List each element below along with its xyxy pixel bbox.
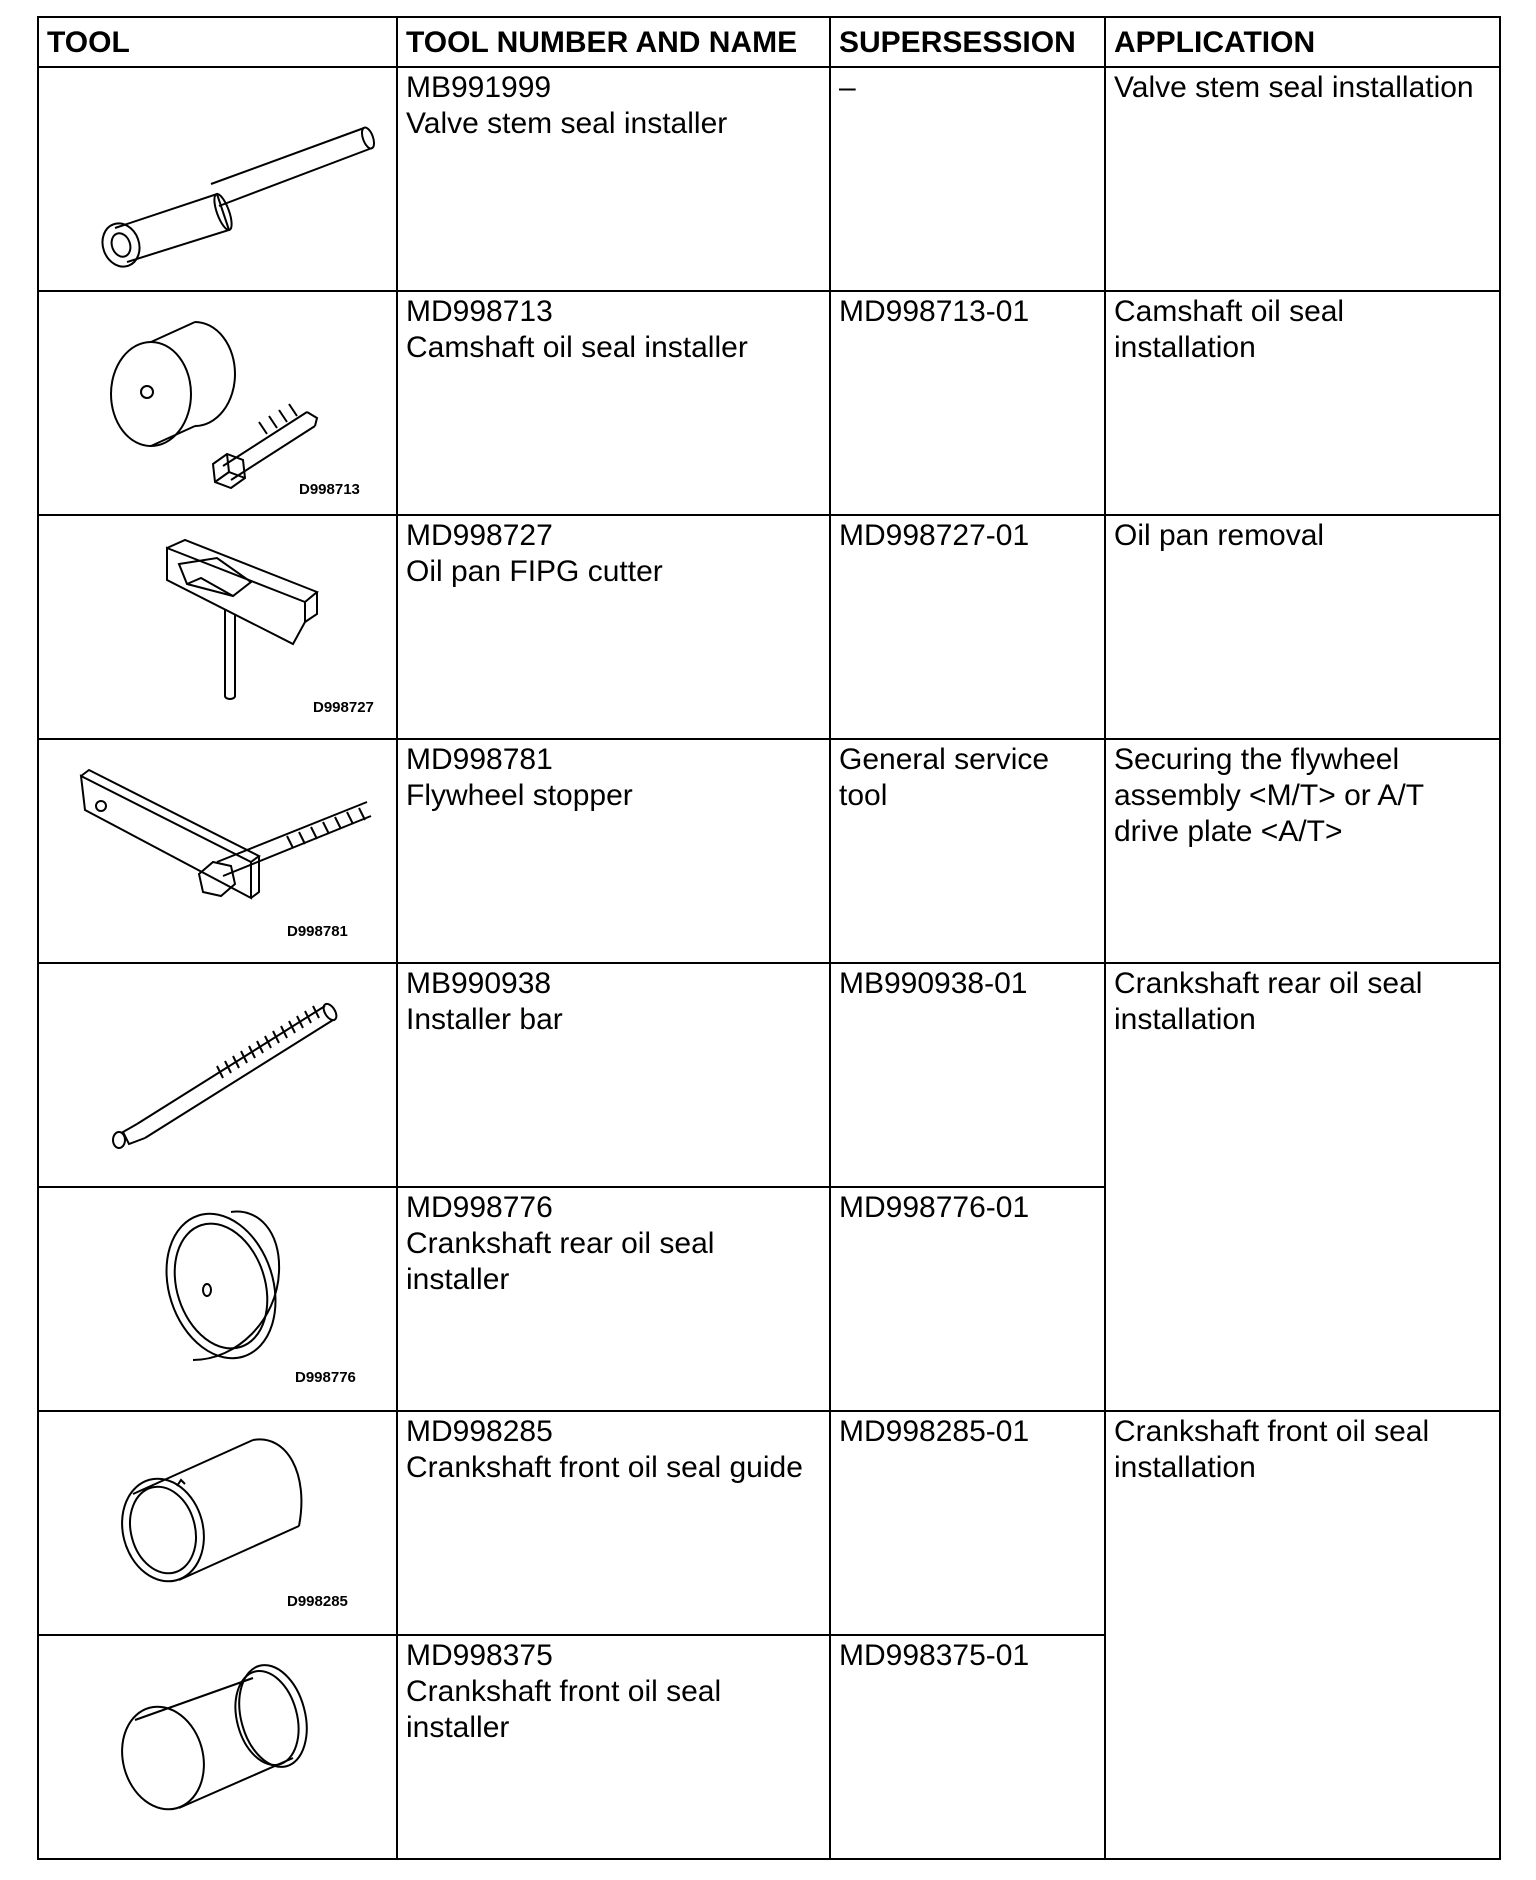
supersession-cell: MD998727-01 (830, 515, 1105, 739)
tool-number-name-cell (397, 1411, 830, 1635)
application-cell: Valve stem seal installation (1105, 67, 1500, 291)
tool-drawing-cell (38, 963, 397, 1187)
tool-number-name-cell (397, 1635, 830, 1859)
installer-bar-drawing (47, 966, 406, 1186)
tool-number: MD998285 (406, 1415, 553, 1448)
crankshaft-front-oil-seal-guide-drawing (47, 1414, 406, 1634)
tool-name: Crankshaft rear oil seal installer (406, 1227, 715, 1296)
table-row (38, 963, 1500, 1187)
camshaft-oil-seal-installer-drawing (47, 294, 406, 514)
valve-stem-seal-installer-drawing (47, 70, 406, 290)
tool-number-name-cell (397, 291, 830, 515)
supersession-cell: MB990938-01 (830, 963, 1105, 1187)
application-cell: Securing the flywheel assembly <M/T> or A/T drive plate <A/T> (1105, 739, 1500, 963)
tool-name: Crankshaft front oil seal guide (406, 1451, 803, 1484)
supersession-cell: MD998375-01 (830, 1635, 1105, 1859)
drawing-label: D998776 (295, 1369, 356, 1386)
table-row (38, 1411, 1500, 1635)
tool-drawing-cell (38, 1411, 397, 1635)
tool-number: MD998781 (406, 743, 553, 776)
tool-number-name-cell (397, 515, 830, 739)
tool-number: MB991999 (406, 71, 552, 104)
tool-number: MD998375 (406, 1639, 553, 1672)
table-row (38, 291, 1500, 515)
header-tool: TOOL (38, 17, 397, 67)
special-tools-table (37, 16, 1501, 1860)
crankshaft-front-oil-seal-installer-drawing (47, 1638, 406, 1858)
header-row (38, 17, 1500, 67)
tool-name: Valve stem seal installer (406, 107, 728, 140)
flywheel-stopper-drawing (47, 742, 406, 962)
header-tool-number-and-name: TOOL NUMBER AND NAME (397, 17, 830, 67)
supersession-cell: MD998776-01 (830, 1187, 1105, 1411)
tool-number-name-cell (397, 963, 830, 1187)
application-cell: Camshaft oil seal installation (1105, 291, 1500, 515)
supersession-cell: MD998285-01 (830, 1411, 1105, 1635)
supersession-cell: – (830, 67, 1105, 291)
table-row (38, 67, 1500, 291)
tool-number-name-cell (397, 67, 830, 291)
tool-drawing-cell (38, 291, 397, 515)
tool-name: Flywheel stopper (406, 779, 633, 812)
drawing-label: D998727 (313, 699, 374, 716)
tool-drawing-cell (38, 739, 397, 963)
tool-number-name-cell (397, 739, 830, 963)
tool-name: Camshaft oil seal installer (406, 331, 748, 364)
table-row (38, 739, 1500, 963)
tool-drawing-cell (38, 515, 397, 739)
tool-drawing-cell (38, 1187, 397, 1411)
table-row (38, 515, 1500, 739)
tool-number: MD998727 (406, 519, 553, 552)
supersession-cell: General service tool (830, 739, 1105, 963)
drawing-label: D998781 (287, 923, 348, 940)
application-cell: Crankshaft front oil seal installation (1105, 1411, 1500, 1859)
drawing-label: D998285 (287, 1593, 348, 1610)
tool-number-name-cell (397, 1187, 830, 1411)
tool-number: MB990938 (406, 967, 552, 1000)
header-supersession: SUPERSESSION (830, 17, 1105, 67)
tool-number: MD998713 (406, 295, 553, 328)
tool-drawing-cell (38, 67, 397, 291)
supersession-cell: MD998713-01 (830, 291, 1105, 515)
tool-drawing-cell (38, 1635, 397, 1859)
oil-pan-fipg-cutter-drawing (47, 518, 406, 738)
application-cell: Oil pan removal (1105, 515, 1500, 739)
tool-name: Oil pan FIPG cutter (406, 555, 663, 588)
drawing-label: D998713 (299, 481, 360, 498)
application-cell: Crankshaft rear oil seal installation (1105, 963, 1500, 1411)
tool-name: Crankshaft front oil seal installer (406, 1675, 722, 1744)
header-application: APPLICATION (1105, 17, 1500, 67)
tool-name: Installer bar (406, 1003, 563, 1036)
tool-number: MD998776 (406, 1191, 553, 1224)
crankshaft-rear-oil-seal-installer-drawing (47, 1190, 406, 1410)
